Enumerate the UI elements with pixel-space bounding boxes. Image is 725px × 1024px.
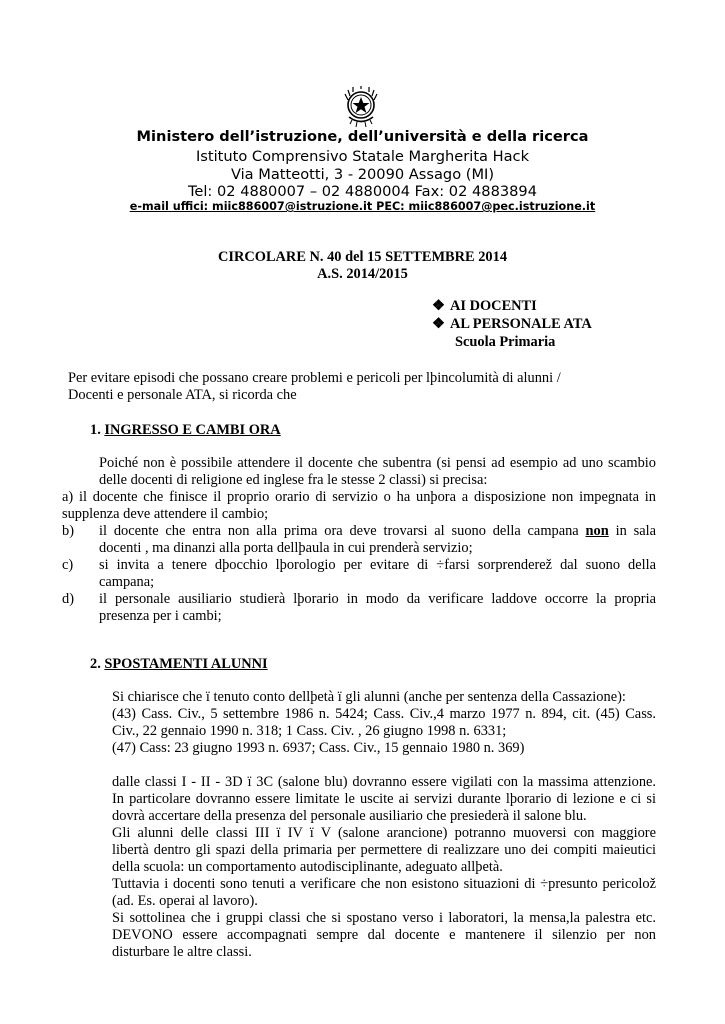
section-heading: 2. SPOSTAMENTI ALUNNI <box>90 656 268 672</box>
body-line: Si sottolinea che i gruppi classi che si spostano verso i laboratori, la mensa,la palestra etc. <box>112 910 656 926</box>
institute-name: Istituto Comprensivo Statale Margherita Hack <box>195 148 530 165</box>
list-item-a-cont: supplenza deve attendere il cambio; <box>62 506 269 522</box>
list-marker: c) <box>62 557 74 573</box>
recipient-docenti: ❖ AI DOCENTI <box>432 298 537 314</box>
list-item-d: il personale ausiliario studierà lþorario in modo da verificare laddove occorre la propria <box>99 591 656 607</box>
body-line: dovrà accertare della presenza del personale ausiliario che presiederà il salone blu. <box>112 808 587 824</box>
body-line: disturbare le altre classi. <box>112 944 252 960</box>
intro-line: Docenti e personale ATA, si ricorda che <box>68 387 297 403</box>
diamond-bullet-icon: ❖ <box>432 298 445 314</box>
body-line: (ad. Es. operai al lavoro). <box>112 893 258 909</box>
list-item-a: a) il docente che finisce il proprio orario di servizio o ha unþora a disposizione non impegnata in <box>62 489 656 505</box>
list-item-d-cont: presenza per i cambi; <box>99 608 222 624</box>
section1-paragraph-line: delle docenti di religione ed inglese fra le stesse 2 classi) si precisa: <box>99 472 488 488</box>
legal-reference-line: (43) Cass. Civ., 5 settembre 1986 n. 5424; Cass. Civ.,4 marzo 1977 n. 894, cit. (45) Cass. <box>112 706 656 722</box>
body-line: della scuola: un comportamento autodisciplinante, adeguato allþetà. <box>112 859 503 875</box>
ministry-title: Ministero dell’istruzione, dell’università e della ricerca <box>136 128 589 145</box>
diamond-bullet-icon: ❖ <box>432 316 445 332</box>
list-marker: d) <box>62 591 74 607</box>
institute-email[interactable]: e-mail uffici: miic886007@istruzione.it PEC: miic886007@pec.istruzione.it <box>129 200 596 213</box>
list-item-b-cont: docenti , ma dinanzi alla porta dellþaula in cui prenderà servizio; <box>99 540 473 556</box>
republic-emblem-icon <box>341 86 381 128</box>
intro-line: Per evitare episodi che possano creare problemi e pericoli per lþincolumità di alunni / <box>68 370 561 386</box>
body-line: In particolare dovranno essere limitate le uscite ai servizi durante lþorario di lezione e ci si <box>112 791 656 807</box>
legal-reference-line: Civ., 22 gennaio 1990 n. 318; 1 Cass. Civ. , 26 giugno 1998 n. 6331; <box>112 723 507 739</box>
legal-reference-line: (47) Cass: 23 giugno 1993 n. 6937; Cass. Civ., 15 gennaio 1980 n. 369) <box>112 740 525 756</box>
institute-phone: Tel: 02 4880007 – 02 4880004 Fax: 02 4883894 <box>187 183 538 200</box>
body-line: Tuttavia i docenti sono tenuti a verificare che non esistono situazioni di ÷presunto pericolož <box>112 876 656 892</box>
list-item-c: si invita a tenere dþocchio lþorologio per evitare di ÷farsi sorprenderež dal suono della <box>99 557 656 573</box>
institute-address: Via Matteotti, 3 - 20090 Assago (MI) <box>230 166 495 183</box>
circular-title: CIRCOLARE N. 40 del 15 SETTEMBRE 2014 <box>217 249 508 265</box>
body-line: DEVONO essere accompagnati sempre dal docente e mantenere il silenzio per non <box>112 927 656 943</box>
list-marker: b) <box>62 523 74 539</box>
list-item-c-cont: campana; <box>99 574 155 590</box>
recipient-ata: ❖ AL PERSONALE ATA <box>432 316 592 332</box>
body-line: dalle classi I - II - 3D ï 3C (salone blu) dovranno essere vigilati con la massima attenzione. <box>112 774 656 790</box>
section-heading: 1. INGRESSO E CAMBI ORA <box>90 422 281 438</box>
body-line: Gli alunni delle classi III ï IV ï V (salone arancione) potranno muoversi con maggiore <box>112 825 656 841</box>
school-year: A.S. 2014/2015 <box>317 266 408 282</box>
section1-paragraph-line: Poiché non è possibile attendere il docente che subentra (si pensi ad esempio ad uno scambio <box>99 455 656 471</box>
legal-reference-line: Si chiarisce che ï tenuto conto dellþetà ï gli alunni (anche per sentenza della Cassazione): <box>112 689 626 705</box>
recipient-subtitle: Scuola Primaria <box>455 334 556 350</box>
body-line: libertà dentro gli spazi della primaria per permettere di realizzare uno dei compiti maieutici <box>112 842 656 858</box>
list-item-b: il docente che entra non alla prima ora deve trovarsi al suono della campana non in sala <box>99 523 656 539</box>
